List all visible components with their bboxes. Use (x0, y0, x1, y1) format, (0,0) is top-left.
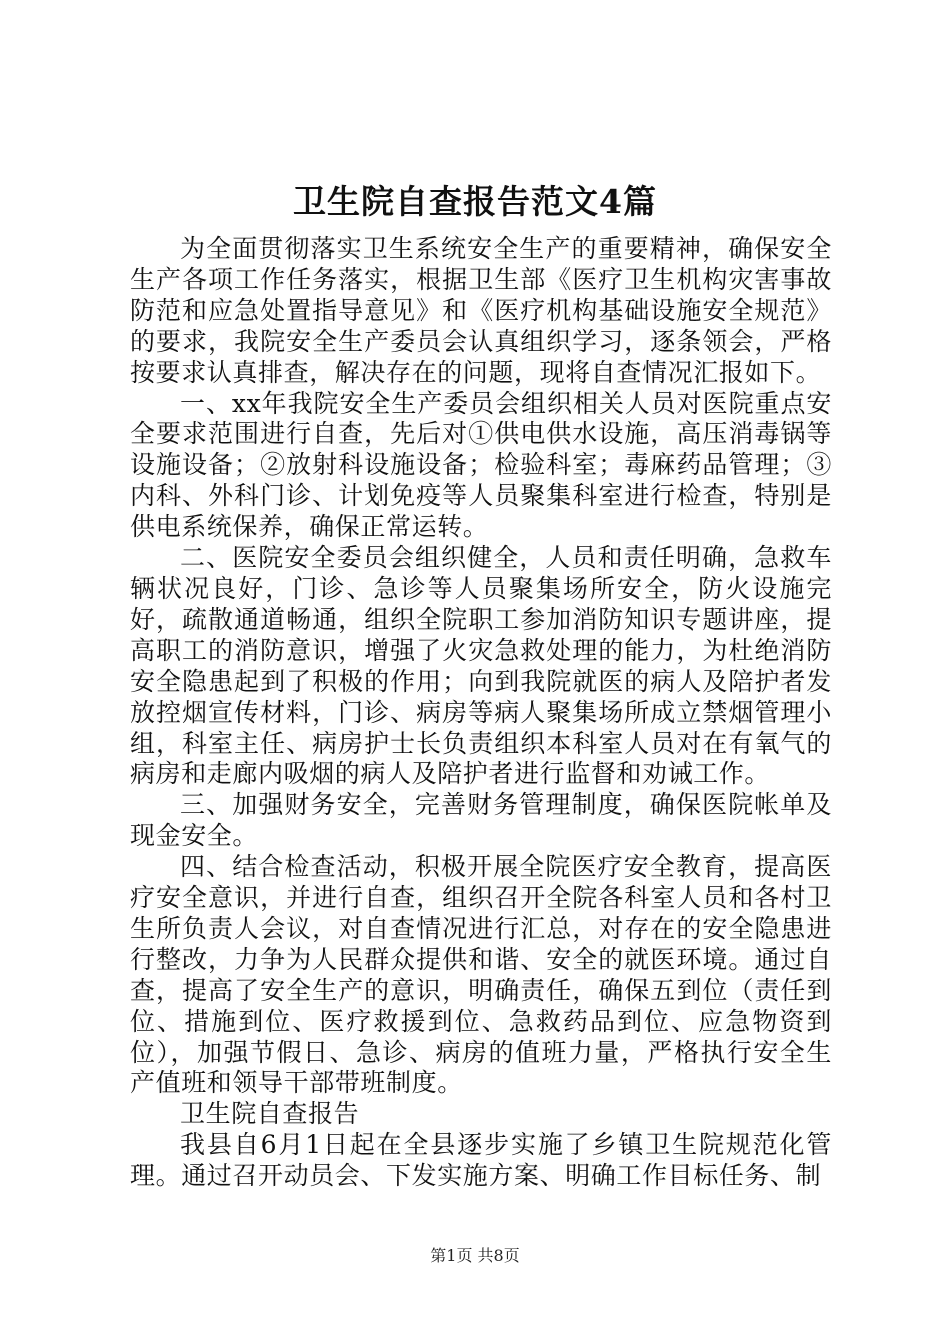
document-body (130, 234, 832, 1192)
page-footer: 第1页 共8页 (430, 1246, 520, 1265)
paragraph-item-1: 一、xx年我院安全生产委员会组织相关人员对医院重点安全要求范围进行自查，先后对①供电供水设施，高压消毒锅等设施设备；②放射科设施设备；检验科室；毒麻药品管理；③内科、外科门诊、计划免疫等人员聚集科室进行检查，特别是供电系统保养，确保正常运转。 (130, 388, 832, 542)
paragraph-intro: 为全面贯彻落实卫生系统安全生产的重要精神，确保安全生产各项工作任务落实，根据卫生部《医疗卫生机构灾害事故防范和应急处置指导意见》和《医疗机构基础设施安全规范》的要求，我院安全生产委员会认真组织学习，逐条领会，严格按要求认真排查，解决存在的问题，现将自查情况汇报如下。 (130, 234, 832, 387)
document-title: 卫生院自查报告范文4篇 (293, 182, 657, 221)
paragraph-item-4: 四、结合检查活动，积极开展全院医疗安全教育，提高医疗安全意识，并进行自查，组织召开全院各科室人员和各村卫生所负责人会议，对自查情况进行汇总，对存在的安全隐患进行整改，力争为人民群众提供和谐、安全的就医环境。通过自查，提高了安全生产的意识，明确责任，确保五到位（责任到位、措施到位、医疗救援到位、急救药品到位、应急物资到位），加强节假日、急诊、病房的值班力量，严格执行安全生产值班和领导干部带班制度。 (130, 852, 832, 1098)
paragraph-item-2: 二、医院安全委员会组织健全，人员和责任明确，急救车辆状况良好，门诊、急诊等人员聚集场所安全，防火设施完好，疏散通道畅通，组织全院职工参加消防知识专题讲座，提高职工的消防意识，增强了火灾急救处理的能力，为杜绝消防安全隐患起到了积极的作用；向到我院就医的病人及陪护者发放控烟宣传材料，门诊、病房等病人聚集场所成立禁烟管理小组，科室主任、病房护士长负责组织本科室人员对在有氧气的病房和走廊内吸烟的病人及陪护者进行监督和劝诫工作。 (130, 543, 832, 789)
paragraph-item-3: 三、加强财务安全，完善财务管理制度，确保医院帐单及现金安全。 (130, 790, 832, 851)
section-paragraph: 我县自6月1日起在全县逐步实施了乡镇卫生院规范化管理。通过召开动员会、下发实施方案、明确工作目标任务、制 (130, 1130, 832, 1191)
section-heading: 卫生院自查报告 (180, 1099, 360, 1129)
